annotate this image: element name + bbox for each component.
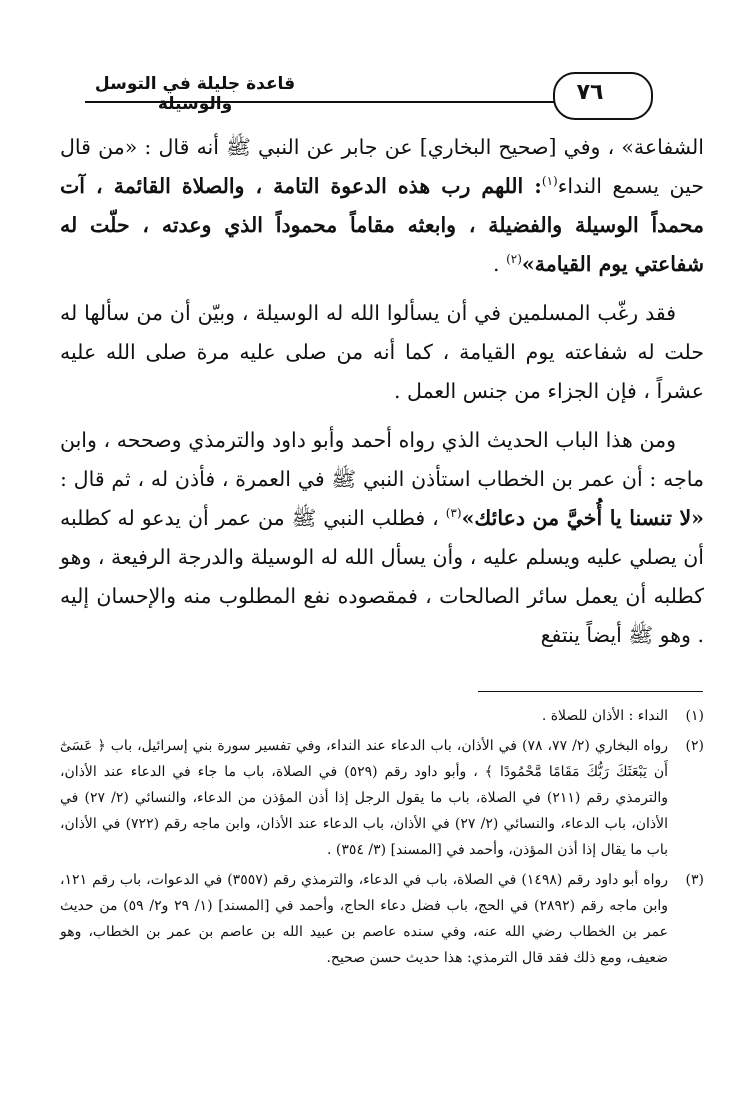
footnote [60, 867, 704, 971]
text-run: فقد رغّب المسلمين في أن يسألوا الله له الوسيلة ، وبيّن أن من سألها له حلت له شفاعته يوم القيامة ، كما أنه من صلى عليه مرة صلى الله عليه عشراً ، فإن الجزاء من جنس العمل . [60, 301, 704, 403]
footnote-ref: (١) [541, 174, 558, 189]
paragraph [60, 128, 704, 284]
hadith-quote: : اللهم رب هذه الدعوة التامة ، والصلاة القائمة ، آت محمداً الوسيلة والفضيلة ، وابعثه مقاماً محموداً الذي وعدته ، حلّت له شفاعتي يوم القيامة» [60, 174, 704, 276]
text-run: . [493, 252, 507, 276]
page-number: ٧٦ [576, 80, 604, 105]
footnote-ref: (٢) [506, 252, 522, 267]
footnote-text: النداء : الأذان للصلاة . [541, 708, 668, 724]
paragraph [60, 294, 704, 411]
footnote-text: رواه أبو داود رقم (١٤٩٨) في الصلاة، باب في الدعاء، والترمذي رقم (٣٥٥٧) في الدعوات، باب رقم ١٢١، وابن ماجه رقم (٢٨٩٢) في الحج، باب فضل دعاء الحاج، وأحمد في [المسند] (١/ ٢٩ و٢/ ٥٩) من حديث عمر بن الخطاب رضي الله عنه، وفي سنده عاصم بن عبيد الله بن عاصم بن عمر بن الخطاب، وهو ضعيف، ومع ذلك فقد قال الترمذي: هذا حديث حسن صحيح. [60, 872, 669, 966]
text-run: الشفاعة» ، وفي [صحيح البخاري] عن جابر عن النبي ﷺ أنه قال : «من قال حين يسمع النداء [60, 135, 704, 198]
footnote-separator [478, 691, 703, 692]
text-run: ومن هذا الباب الحديث الذي رواه أحمد وأبو داود والترمذي وصححه ، وابن ماجه : أن عمر بن الخطاب استأذن النبي ﷺ في العمرة ، فأذن له ، ثم قال : [60, 428, 704, 491]
header-rule [85, 101, 567, 103]
running-title: قاعدة جليلة في التوسل والوسيلة [94, 74, 296, 114]
footnote [60, 703, 704, 729]
footnote-number: (١) [685, 708, 704, 724]
footnotes [60, 703, 704, 975]
main-text [60, 128, 704, 665]
footnote-ref: (٣) [445, 506, 462, 521]
hadith-quote: «لا تنسنا يا أُخيَّ من دعائك» [461, 506, 704, 530]
text-run: ، فطلب النبي ﷺ من عمر أن يدعو له كطلبه أن يصلي عليه ويسلم عليه ، وأن يسأل الله له الوسيلة والدرجة الرفيعة ، وهو كطلبه أن يعمل سائر الصالحات ، فمقصوده نفع المطلوب منه والإحسان إليه . وهو ﷺ أيضاً ينتفع [60, 506, 704, 647]
footnote-text: رواه البخاري (٢/ ٧٧، ٧٨) في الأذان، باب الدعاء عند النداء، وفي تفسير سورة بني إسرائيل، باب ﴿ عَسَىٰٓ أَن يَبْعَثَكَ رَبُّكَ مَقَامًا مَّحْمُودًا ﴾ ، وأبو داود رقم (٥٢٩) في الصلاة، باب ما جاء في الدعاء عند الأذان، والترمذي رقم (٢١١) في الصلاة، باب ما يقول الرجل إذا أذن المؤذن من الدعاء، والنسائي (٢/ ٢٧) في الأذان، باب الدعاء، والنسائي (٢/ ٢٧) في الأذان، باب الدعاء عند الأذان، وابن ماجه رقم (٧٢٢) في الأذان، باب ما يقال إذا أذن المؤذن، وأحمد في [المسند] (٣/ ٣٥٤) . [60, 738, 669, 858]
footnote [60, 733, 704, 863]
footnote-number: (٢) [685, 738, 704, 754]
footnote-number: (٣) [685, 872, 704, 888]
paragraph [60, 421, 704, 655]
